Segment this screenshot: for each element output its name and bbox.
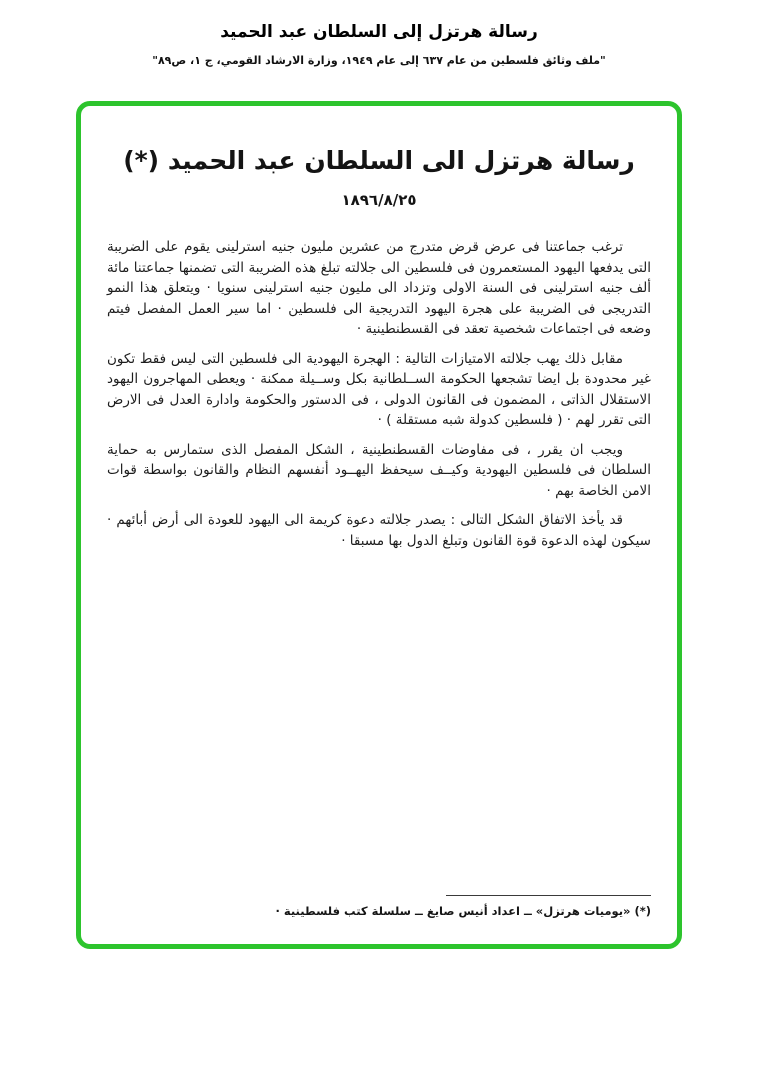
doc-paragraph: مقابل ذلك يهب جلالته الامتيازات التالية : الهجرة اليهودية الى فلسطين التى ليس فقط تكون غير محدودة بل ايضا تشجعها الحكومة الســلطانية بكل وســيلة ممكنة · ويعطى المهاجرون اليهود الاستقلال الذاتى ، المضمون فى القانون الدولى ، فى الدستور والحكومة وادارة العدل فى الارض التى تقرر لهم · ( فلسطين كدولة شبه مستقلة ) · [107,350,651,429]
document-footnote: (*) «يوميات هرتزل» ــ اعداد أنيس صايغ ــ سلسلة كتب فلسطينية · [275,904,651,918]
footnote-rule [446,895,651,896]
header-title: رسالة هرتزل إلى السلطان عبد الحميد [220,22,538,42]
doc-paragraph: ويجب ان يقرر ، فى مفاوضات القسطنطينية ، الشكل المفصل الذى ستمارس به حماية السلطان فى فلسطين اليهودية وكيــف سيحفظ اليهــود أنفسهم النظام والقانون بواسطة قوات الامن الخاصة بهم · [107,441,651,499]
doc-paragraph: قد يأخذ الاتفاق الشكل التالى : يصدر جلالته دعوة كريمة الى اليهود للعودة الى أرض أبائهم · سيكون لهذه الدعوة قوة القانون وتبلغ الدول بها مسبقا · [107,512,651,549]
document-body [107,237,651,560]
footnote-area [107,895,651,922]
doc-paragraph: ترغب جماعتنا فى عرض قرض متدرج من عشرين مليون جنيه استرلينى يقوم على الضريبة التى يدفعها اليهود المستعمرون فى فلسطين الى جلالته تبلغ هذه الضريبة التى تضمنها جماعتنا مائة ألف جنيه استرلينى فى السنة الاولى وتزداد الى مليون جنيه استرلينى سنويا · ويتعلق هذا النمو التدريجى فى الضريبة على هجرة اليهود التدريجية الى فلسطين · اما سير العمل المفصل فيتم وضعه فى اجتماعات شخصية تعقد فى القسطنطينية · [107,239,651,338]
document-green-frame [76,101,682,949]
document-title: رسالة هرتزل الى السلطان عبد الحميد (*) [123,146,635,175]
header-source-citation: "ملف وثائق فلسطين من عام ٦٣٧ إلى عام ١٩٤٩، وزارة الارشاد القومي، ج ١، ص٨٩" [152,54,606,67]
document-date: ١٨٩٦/٨/٢٥ [341,191,417,209]
page-header [0,0,758,67]
